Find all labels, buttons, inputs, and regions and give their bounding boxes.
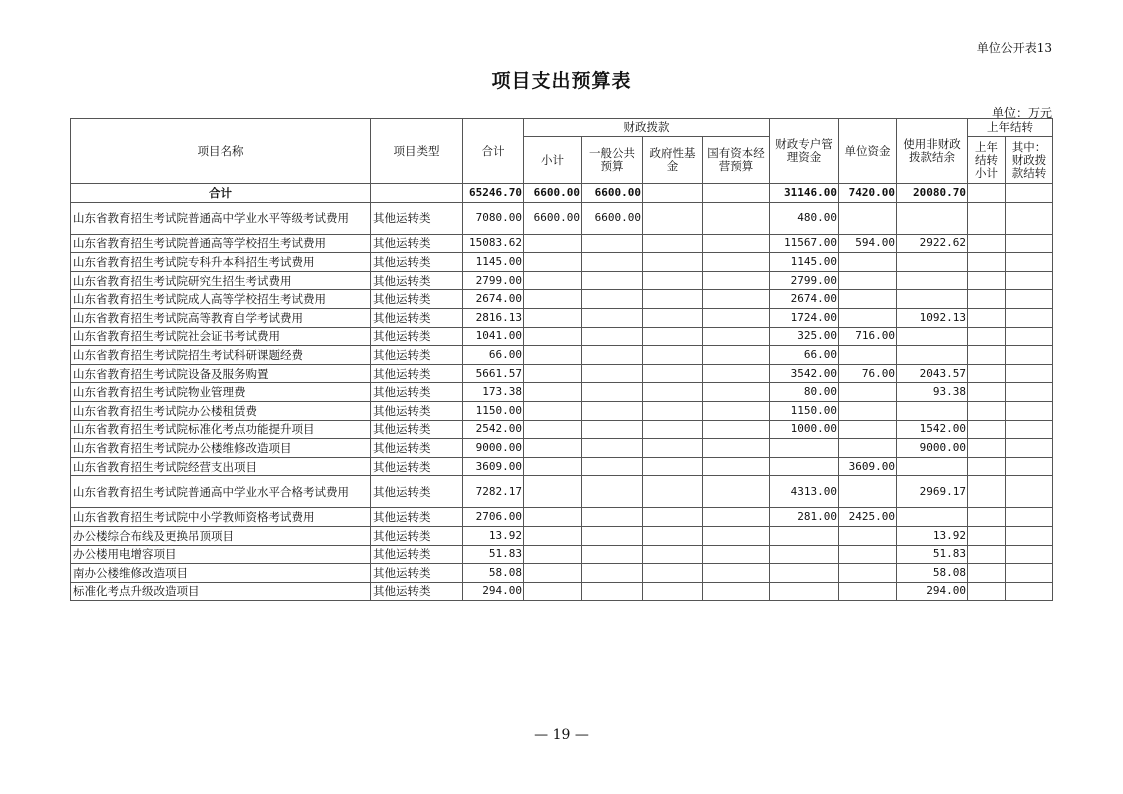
cell-state-capital <box>703 290 770 309</box>
cell-gov-fund <box>643 476 703 508</box>
cell-special: 281.00 <box>770 508 839 527</box>
cell-subtotal <box>524 327 582 346</box>
cell-special <box>770 582 839 601</box>
cell-state-capital <box>703 420 770 439</box>
cell-state-capital <box>703 202 770 234</box>
cell-state-capital <box>703 439 770 458</box>
cell-name: 办公楼用电增容项目 <box>71 545 371 564</box>
cell-special: 1000.00 <box>770 420 839 439</box>
cell-special: 11567.00 <box>770 234 839 253</box>
table-row <box>71 420 1053 439</box>
cell-name: 山东省教育招生考试院办公楼维修改造项目 <box>71 439 371 458</box>
cell-carry-subtotal <box>968 476 1006 508</box>
cell-carry-fiscal <box>1006 202 1053 234</box>
cell-carry-subtotal <box>968 184 1006 203</box>
cell-type: 其他运转类 <box>371 364 463 383</box>
cell-carry-subtotal <box>968 253 1006 272</box>
cell-name: 山东省教育招生考试院普通高中学业水平等级考试费用 <box>71 202 371 234</box>
cell-non-fiscal: 294.00 <box>897 582 968 601</box>
cell-carry-fiscal <box>1006 271 1053 290</box>
cell-total: 2816.13 <box>463 308 524 327</box>
cell-carry-fiscal <box>1006 184 1053 203</box>
header-state-capital: 国有资本经营预算 <box>703 137 770 184</box>
cell-general <box>582 545 643 564</box>
cell-unit-fund: 594.00 <box>839 234 897 253</box>
cell-carry-fiscal <box>1006 308 1053 327</box>
table-row <box>71 564 1053 583</box>
cell-carry-fiscal <box>1006 526 1053 545</box>
cell-subtotal <box>524 346 582 365</box>
cell-general <box>582 457 643 476</box>
cell-general <box>582 401 643 420</box>
cell-total: 7282.17 <box>463 476 524 508</box>
cell-non-fiscal <box>897 253 968 272</box>
total-row <box>71 184 1053 203</box>
cell-total: 13.92 <box>463 526 524 545</box>
cell-general <box>582 439 643 458</box>
table-row <box>71 327 1053 346</box>
cell-unit-fund <box>839 253 897 272</box>
cell-gov-fund <box>643 582 703 601</box>
cell-type: 其他运转类 <box>371 401 463 420</box>
cell-total: 51.83 <box>463 545 524 564</box>
cell-special: 31146.00 <box>770 184 839 203</box>
cell-subtotal <box>524 476 582 508</box>
cell-non-fiscal: 2922.62 <box>897 234 968 253</box>
header-prev-carry-group: 上年结转 <box>968 119 1053 137</box>
unit-label: 单位：万元 <box>991 106 1052 120</box>
cell-carry-subtotal <box>968 508 1006 527</box>
cell-state-capital <box>703 508 770 527</box>
cell-special <box>770 439 839 458</box>
cell-carry-subtotal <box>968 346 1006 365</box>
cell-state-capital <box>703 383 770 402</box>
cell-general <box>582 234 643 253</box>
cell-subtotal <box>524 564 582 583</box>
cell-carry-fiscal <box>1006 383 1053 402</box>
cell-name: 南办公楼维修改造项目 <box>71 564 371 583</box>
cell-unit-fund: 7420.00 <box>839 184 897 203</box>
cell-unit-fund <box>839 401 897 420</box>
cell-unit-fund: 2425.00 <box>839 508 897 527</box>
header-special-fund: 财政专户管理资金 <box>770 119 839 184</box>
cell-carry-fiscal <box>1006 582 1053 601</box>
cell-unit-fund: 716.00 <box>839 327 897 346</box>
cell-special: 80.00 <box>770 383 839 402</box>
cell-subtotal <box>524 526 582 545</box>
cell-gov-fund <box>643 202 703 234</box>
cell-type: 其他运转类 <box>371 526 463 545</box>
cell-special: 480.00 <box>770 202 839 234</box>
cell-special: 325.00 <box>770 327 839 346</box>
cell-state-capital <box>703 308 770 327</box>
cell-carry-fiscal <box>1006 564 1053 583</box>
cell-general <box>582 327 643 346</box>
cell-carry-subtotal <box>968 401 1006 420</box>
cell-unit-fund: 3609.00 <box>839 457 897 476</box>
cell-name: 山东省教育招生考试院招生考试科研课题经费 <box>71 346 371 365</box>
cell-non-fiscal: 9000.00 <box>897 439 968 458</box>
cell-subtotal <box>524 457 582 476</box>
cell-carry-subtotal <box>968 327 1006 346</box>
cell-special: 2799.00 <box>770 271 839 290</box>
cell-unit-fund <box>839 290 897 309</box>
cell-total: 2799.00 <box>463 271 524 290</box>
cell-general <box>582 564 643 583</box>
cell-general: 6600.00 <box>582 202 643 234</box>
header-prev-carry-subtotal: 上年结转小计 <box>968 137 1006 184</box>
cell-general <box>582 308 643 327</box>
cell-state-capital <box>703 327 770 346</box>
form-code: 单位公开表13 <box>976 41 1052 55</box>
cell-total: 7080.00 <box>463 202 524 234</box>
table-row <box>71 476 1053 508</box>
cell-type: 其他运转类 <box>371 508 463 527</box>
cell-gov-fund <box>643 401 703 420</box>
cell-general <box>582 253 643 272</box>
cell-subtotal: 6600.00 <box>524 202 582 234</box>
cell-non-fiscal <box>897 508 968 527</box>
cell-general <box>582 383 643 402</box>
cell-state-capital <box>703 564 770 583</box>
table-row <box>71 526 1053 545</box>
cell-gov-fund <box>643 290 703 309</box>
cell-total: 173.38 <box>463 383 524 402</box>
cell-non-fiscal: 13.92 <box>897 526 968 545</box>
cell-gov-fund <box>643 308 703 327</box>
cell-subtotal <box>524 401 582 420</box>
cell-state-capital <box>703 364 770 383</box>
cell-type: 其他运转类 <box>371 290 463 309</box>
cell-non-fiscal: 1092.13 <box>897 308 968 327</box>
cell-unit-fund <box>839 545 897 564</box>
cell-subtotal <box>524 508 582 527</box>
cell-type: 其他运转类 <box>371 383 463 402</box>
cell-non-fiscal <box>897 346 968 365</box>
cell-non-fiscal: 2043.57 <box>897 364 968 383</box>
table-row <box>71 508 1053 527</box>
header-project-name: 项目名称 <box>71 119 371 184</box>
table-row <box>71 457 1053 476</box>
cell-carry-subtotal <box>968 271 1006 290</box>
cell-gov-fund <box>643 564 703 583</box>
cell-non-fiscal <box>897 327 968 346</box>
cell-total: 294.00 <box>463 582 524 601</box>
cell-carry-subtotal <box>968 420 1006 439</box>
cell-gov-fund <box>643 457 703 476</box>
cell-gov-fund <box>643 327 703 346</box>
cell-non-fiscal: 93.38 <box>897 383 968 402</box>
cell-gov-fund <box>643 253 703 272</box>
cell-type: 其他运转类 <box>371 476 463 508</box>
cell-gov-fund <box>643 383 703 402</box>
table-row <box>71 308 1053 327</box>
cell-subtotal <box>524 582 582 601</box>
cell-total: 2706.00 <box>463 508 524 527</box>
cell-general <box>582 508 643 527</box>
cell-gov-fund <box>643 271 703 290</box>
cell-non-fiscal: 58.08 <box>897 564 968 583</box>
cell-carry-fiscal <box>1006 327 1053 346</box>
table-row <box>71 202 1053 234</box>
header-prev-carry-fiscal: 其中：财政拨款结转 <box>1006 137 1053 184</box>
cell-type: 其他运转类 <box>371 308 463 327</box>
cell-type: 其他运转类 <box>371 253 463 272</box>
header-general-public: 一般公共预算 <box>582 137 643 184</box>
header-total: 合计 <box>463 119 524 184</box>
cell-total: 2542.00 <box>463 420 524 439</box>
cell-state-capital <box>703 401 770 420</box>
cell-carry-subtotal <box>968 290 1006 309</box>
cell-special: 4313.00 <box>770 476 839 508</box>
table-row <box>71 439 1053 458</box>
cell-general <box>582 364 643 383</box>
cell-state-capital <box>703 253 770 272</box>
cell-state-capital <box>703 346 770 365</box>
cell-carry-subtotal <box>968 439 1006 458</box>
cell-general <box>582 582 643 601</box>
cell-unit-fund <box>839 526 897 545</box>
cell-carry-fiscal <box>1006 439 1053 458</box>
table-row <box>71 234 1053 253</box>
cell-unit-fund <box>839 582 897 601</box>
cell-name: 标准化考点升级改造项目 <box>71 582 371 601</box>
cell-name: 山东省教育招生考试院经营支出项目 <box>71 457 371 476</box>
cell-gov-fund <box>643 364 703 383</box>
table-row <box>71 582 1053 601</box>
cell-general <box>582 476 643 508</box>
table-row <box>71 364 1053 383</box>
cell-non-fiscal: 51.83 <box>897 545 968 564</box>
cell-name: 山东省教育招生考试院办公楼租赁费 <box>71 401 371 420</box>
cell-type: 其他运转类 <box>371 564 463 583</box>
cell-state-capital <box>703 526 770 545</box>
cell-general: 6600.00 <box>582 184 643 203</box>
cell-carry-fiscal <box>1006 545 1053 564</box>
cell-subtotal <box>524 364 582 383</box>
cell-type: 其他运转类 <box>371 271 463 290</box>
cell-type: 其他运转类 <box>371 327 463 346</box>
cell-carry-subtotal <box>968 457 1006 476</box>
table-row <box>71 253 1053 272</box>
header-gov-fund: 政府性基金 <box>643 137 703 184</box>
cell-state-capital <box>703 582 770 601</box>
cell-carry-subtotal <box>968 383 1006 402</box>
cell-type: 其他运转类 <box>371 420 463 439</box>
cell-total: 1041.00 <box>463 327 524 346</box>
cell-special: 2674.00 <box>770 290 839 309</box>
cell-carry-subtotal <box>968 202 1006 234</box>
cell-total: 1145.00 <box>463 253 524 272</box>
cell-general <box>582 271 643 290</box>
cell-total: 3609.00 <box>463 457 524 476</box>
cell-total: 66.00 <box>463 346 524 365</box>
cell-general <box>582 420 643 439</box>
header-unit-fund: 单位资金 <box>839 119 897 184</box>
cell-type: 其他运转类 <box>371 457 463 476</box>
cell-gov-fund <box>643 234 703 253</box>
cell-carry-fiscal <box>1006 234 1053 253</box>
cell-name: 办公楼综合布线及更换吊顶项目 <box>71 526 371 545</box>
cell-carry-fiscal <box>1006 476 1053 508</box>
cell-special: 3542.00 <box>770 364 839 383</box>
cell-unit-fund <box>839 476 897 508</box>
cell-name: 山东省教育招生考试院社会证书考试费用 <box>71 327 371 346</box>
cell-subtotal: 6600.00 <box>524 184 582 203</box>
cell-carry-subtotal <box>968 545 1006 564</box>
header-subtotal: 小计 <box>524 137 582 184</box>
cell-state-capital <box>703 271 770 290</box>
cell-non-fiscal: 1542.00 <box>897 420 968 439</box>
cell-special <box>770 457 839 476</box>
budget-table <box>70 118 1053 601</box>
cell-non-fiscal: 20080.70 <box>897 184 968 203</box>
cell-carry-subtotal <box>968 364 1006 383</box>
cell-carry-fiscal <box>1006 401 1053 420</box>
cell-type: 其他运转类 <box>371 234 463 253</box>
cell-subtotal <box>524 271 582 290</box>
cell-non-fiscal <box>897 202 968 234</box>
cell-unit-fund <box>839 308 897 327</box>
table-row <box>71 401 1053 420</box>
cell-carry-fiscal <box>1006 346 1053 365</box>
cell-carry-fiscal <box>1006 457 1053 476</box>
cell-total: 1150.00 <box>463 401 524 420</box>
cell-name: 山东省教育招生考试院研究生招生考试费用 <box>71 271 371 290</box>
cell-state-capital <box>703 234 770 253</box>
cell-subtotal <box>524 234 582 253</box>
cell-carry-subtotal <box>968 564 1006 583</box>
cell-gov-fund <box>643 439 703 458</box>
cell-subtotal <box>524 383 582 402</box>
cell-type: 其他运转类 <box>371 582 463 601</box>
header-non-fiscal-balance: 使用非财政拨款结余 <box>897 119 968 184</box>
cell-type: 其他运转类 <box>371 202 463 234</box>
cell-subtotal <box>524 308 582 327</box>
cell-carry-fiscal <box>1006 420 1053 439</box>
cell-name: 山东省教育招生考试院成人高等学校招生考试费用 <box>71 290 371 309</box>
cell-unit-fund <box>839 202 897 234</box>
table-row <box>71 290 1053 309</box>
cell-unit-fund <box>839 564 897 583</box>
cell-carry-subtotal <box>968 308 1006 327</box>
cell-non-fiscal <box>897 271 968 290</box>
cell-unit-fund <box>839 271 897 290</box>
cell-special <box>770 564 839 583</box>
cell-gov-fund <box>643 184 703 203</box>
cell-subtotal <box>524 439 582 458</box>
cell-name: 山东省教育招生考试院高等教育自学考试费用 <box>71 308 371 327</box>
cell-carry-subtotal <box>968 582 1006 601</box>
cell-special <box>770 545 839 564</box>
cell-name: 山东省教育招生考试院设备及服务购置 <box>71 364 371 383</box>
cell-general <box>582 346 643 365</box>
cell-gov-fund <box>643 545 703 564</box>
cell-non-fiscal <box>897 401 968 420</box>
cell-name: 合计 <box>71 184 371 203</box>
table-row <box>71 271 1053 290</box>
cell-general <box>582 290 643 309</box>
cell-type: 其他运转类 <box>371 346 463 365</box>
cell-carry-fiscal <box>1006 364 1053 383</box>
cell-gov-fund <box>643 420 703 439</box>
cell-special: 1150.00 <box>770 401 839 420</box>
cell-carry-fiscal <box>1006 290 1053 309</box>
header-fiscal-group: 财政拨款 <box>524 119 770 137</box>
cell-total: 58.08 <box>463 564 524 583</box>
page-title: 项目支出预算表 <box>491 70 632 92</box>
cell-state-capital <box>703 184 770 203</box>
cell-subtotal <box>524 253 582 272</box>
cell-gov-fund <box>643 346 703 365</box>
cell-non-fiscal <box>897 457 968 476</box>
cell-carry-fiscal <box>1006 508 1053 527</box>
table-row <box>71 346 1053 365</box>
cell-non-fiscal: 2969.17 <box>897 476 968 508</box>
cell-total: 15083.62 <box>463 234 524 253</box>
table-row <box>71 383 1053 402</box>
cell-total: 2674.00 <box>463 290 524 309</box>
cell-subtotal <box>524 290 582 309</box>
cell-unit-fund <box>839 383 897 402</box>
cell-type <box>371 184 463 203</box>
cell-general <box>582 526 643 545</box>
cell-type: 其他运转类 <box>371 439 463 458</box>
page-number: — 19 — <box>534 727 589 743</box>
cell-special: 1724.00 <box>770 308 839 327</box>
cell-name: 山东省教育招生考试院普通高等学校招生考试费用 <box>71 234 371 253</box>
cell-unit-fund <box>839 439 897 458</box>
cell-state-capital <box>703 476 770 508</box>
cell-total: 65246.70 <box>463 184 524 203</box>
cell-gov-fund <box>643 508 703 527</box>
header-project-type: 项目类型 <box>371 119 463 184</box>
cell-unit-fund <box>839 346 897 365</box>
cell-carry-subtotal <box>968 234 1006 253</box>
cell-unit-fund: 76.00 <box>839 364 897 383</box>
cell-special: 1145.00 <box>770 253 839 272</box>
cell-state-capital <box>703 457 770 476</box>
table-row <box>71 545 1053 564</box>
cell-name: 山东省教育招生考试院物业管理费 <box>71 383 371 402</box>
cell-name: 山东省教育招生考试院普通高中学业水平合格考试费用 <box>71 476 371 508</box>
cell-name: 山东省教育招生考试院专科升本科招生考试费用 <box>71 253 371 272</box>
cell-total: 5661.57 <box>463 364 524 383</box>
cell-type: 其他运转类 <box>371 545 463 564</box>
cell-special: 66.00 <box>770 346 839 365</box>
cell-carry-fiscal <box>1006 253 1053 272</box>
cell-subtotal <box>524 545 582 564</box>
cell-special <box>770 526 839 545</box>
cell-unit-fund <box>839 420 897 439</box>
cell-state-capital <box>703 545 770 564</box>
cell-gov-fund <box>643 526 703 545</box>
cell-subtotal <box>524 420 582 439</box>
cell-total: 9000.00 <box>463 439 524 458</box>
cell-carry-subtotal <box>968 526 1006 545</box>
cell-non-fiscal <box>897 290 968 309</box>
cell-name: 山东省教育招生考试院中小学教师资格考试费用 <box>71 508 371 527</box>
cell-name: 山东省教育招生考试院标准化考点功能提升项目 <box>71 420 371 439</box>
